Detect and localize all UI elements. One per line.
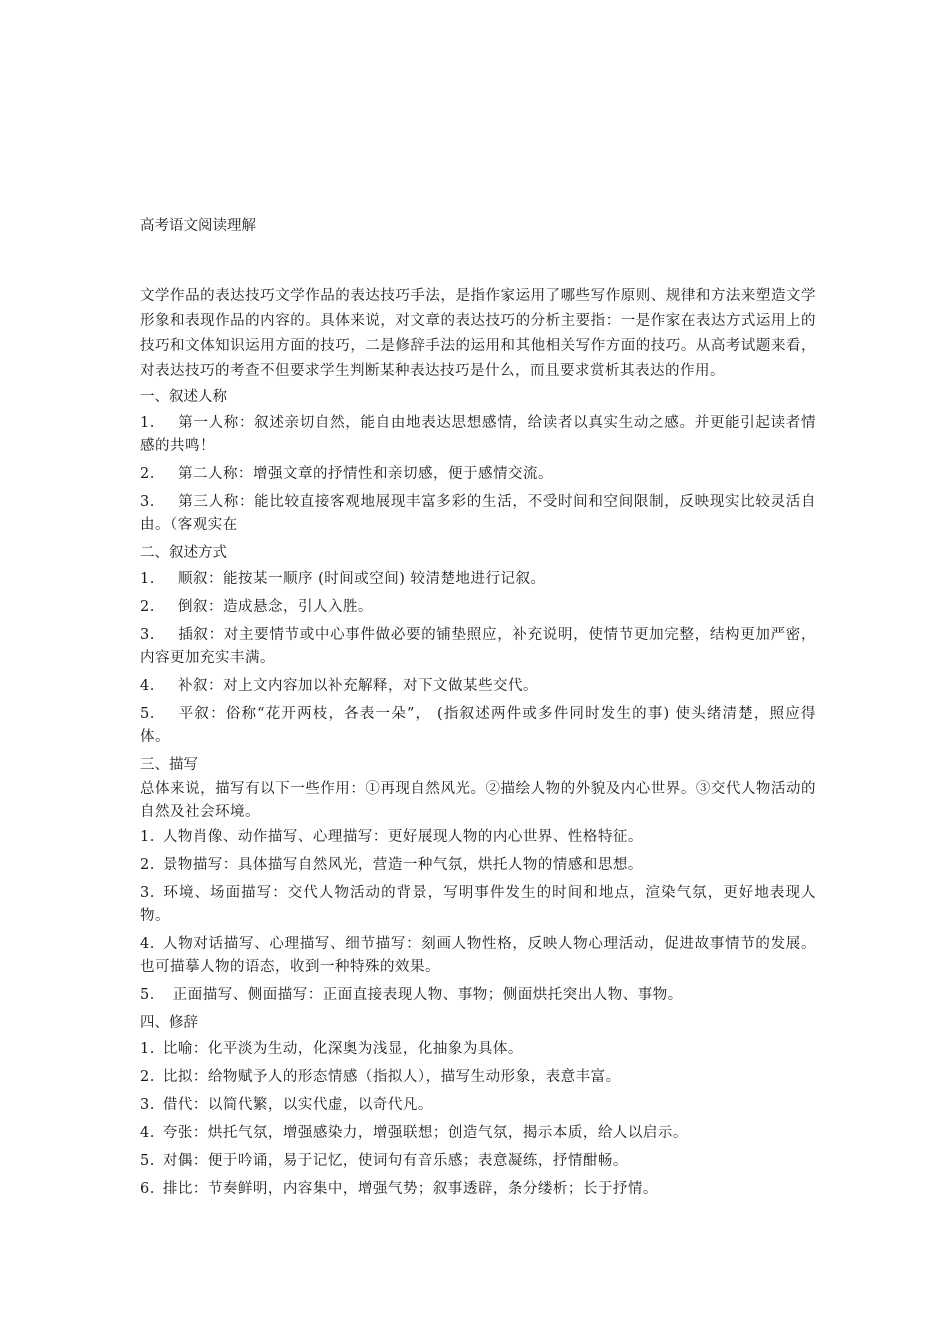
list-item: 2. 倒叙：造成悬念，引人入胜。 [140,599,373,615]
list-item: 2. 比拟：给物赋予人的形态情感（指拟人），描写生动形象，表意丰富。 [140,1069,621,1085]
list-item: 3. 插叙：对主要情节或中心事件做必要的铺垫照应，补充说明，使情节更加完整，结构更加严密，内容更加充实丰满。 [140,627,816,666]
list-item: 3. 借代：以简代繁，以实代虚，以奇代凡。 [140,1097,433,1113]
list-item: 4. 补叙：对上文内容加以补充解释，对下文做某些交代。 [140,678,538,694]
list-item: 5. 对偶：便于吟诵，易于记忆，使词句有音乐感；表意凝练，抒情酣畅。 [140,1153,628,1169]
section-description [140,752,816,1010]
list-item: 2. 景物描写：具体描写自然风光，营造一种气氛，烘托人物的情感和思想。 [140,857,643,873]
list-item: 1. 第一人称：叙述亲切自然，能自由地表达思想感情，给读者以真实生动之感。并更能引起读者情感的共鸣！ [140,415,816,454]
intro-paragraph: 文学作品的表达技巧文学作品的表达技巧手法，是指作家运用了哪些写作原则、规律和方法来塑造文学形象和表现作品的内容的。具体来说，对文章的表达技巧的分析主要指：一是作家在表达方式运用上的技巧和文体知识运用方面的技巧，二是修辞手法的运用和其他相关写作方面的技巧。从高考试题来看，对表达技巧的考查不但要求学生判断某种表达技巧是什么，而且要求赏析其表达的作用。 [140,288,816,379]
document-title: 高考语文阅读理解 [140,218,256,234]
list-item: 6. 排比：节奏鲜明，内容集中，增强气势；叙事透辟，条分缕析；长于抒情。 [140,1181,658,1197]
section-lead-paragraph: 总体来说，描写有以下一些作用：①再现自然风光。②描绘人物的外貌及内心世界。③交代人物活动的自然及社会环境。 [140,781,816,820]
list-item: 4. 人物对话描写、心理描写、细节描写：刻画人物性格，反映人物心理活动，促进故事情节的发展。也可描摹人物的语态，收到一种特殊的效果。 [140,936,816,975]
section-narrative-mode [140,540,816,752]
list-item: 5. 平叙：俗称“花开两枝，各表一朵”， (指叙述两件或多件同时发生的事) 使头绪清楚，照应得体。 [140,706,816,745]
list-item: 1. 人物肖像、动作描写、心理描写：更好展现人物的内心世界、性格特征。 [140,829,643,845]
section-narrative-person [140,384,816,540]
list-item: 1. 比喻：化平淡为生动，化深奥为浅显，化抽象为具体。 [140,1041,523,1057]
list-item: 3. 环境、场面描写：交代人物活动的背景，写明事件发生的时间和地点，渲染气氛，更好地表现人物。 [140,885,816,924]
section-heading: 四、修辞 [140,1015,198,1031]
list-item: 1. 顺叙：能按某一顺序 (时间或空间) 较清楚地进行记叙。 [140,571,546,587]
section-heading: 一、叙述人称 [140,389,227,405]
section-heading: 三、描写 [140,757,198,773]
list-item: 2. 第二人称：增强文章的抒情性和亲切感，便于感情交流。 [140,466,553,482]
list-item: 3. 第三人称：能比较直接客观地展现丰富多彩的生活，不受时间和空间限制，反映现实比较灵活自由。（客观实在 [140,494,816,533]
section-heading: 二、叙述方式 [140,545,227,561]
section-rhetoric [140,1010,816,1204]
list-item: 4. 夸张：烘托气氛，增强感染力，增强联想；创造气氛，揭示本质，给人以启示。 [140,1125,688,1141]
document-body [140,284,816,1204]
list-item: 5． 正面描写、侧面描写：正面直接表现人物、事物；侧面烘托突出人物、事物。 [140,987,683,1003]
